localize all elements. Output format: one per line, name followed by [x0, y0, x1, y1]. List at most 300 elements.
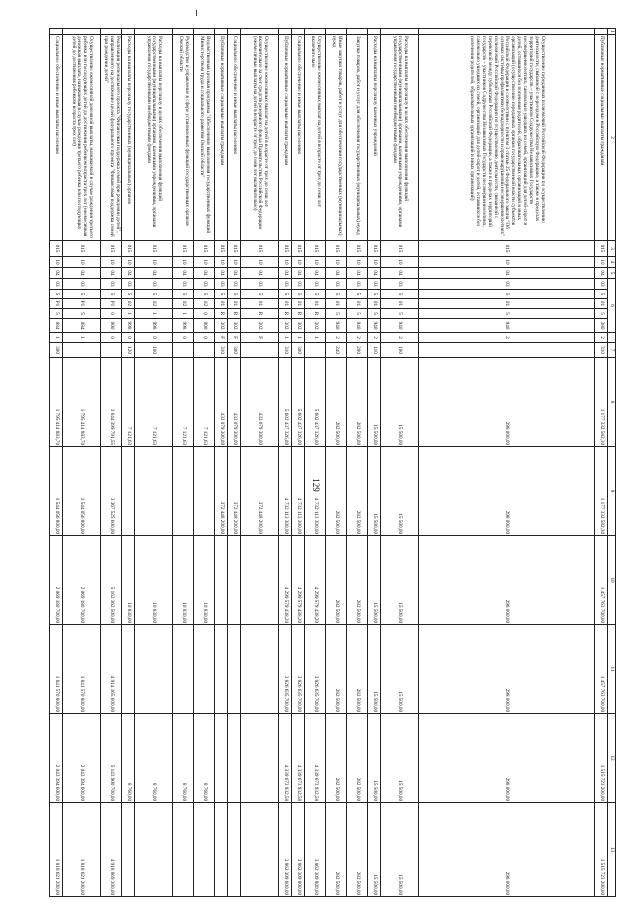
amount-cell: 1 795 414 883,70 [63, 358, 101, 447]
target-code-cell: 0 [135, 333, 173, 343]
target-code-cell: 5 [347, 309, 368, 319]
target-code-cell: 0 [194, 309, 215, 319]
amount-cell: 4 339 673 932,58 [305, 714, 326, 803]
amount-cell: 3 826 635 700,00 [305, 625, 326, 714]
subsection-code-cell: 04 [279, 268, 292, 279]
header-cell: 6 [608, 279, 616, 333]
header-cell: 7 [608, 343, 616, 358]
amount-cell: 1 841 570 800,00 [50, 625, 63, 714]
amount-cell: 298 000,00 [419, 803, 595, 897]
target-code-cell: 5 [305, 290, 326, 299]
section-code-cell: 10 [381, 257, 419, 268]
expense-type-cell [241, 343, 279, 358]
section-code-cell: 10 [194, 257, 215, 268]
target-code-cell: 03 [228, 279, 241, 290]
target-code-cell: 01 [419, 299, 595, 309]
target-code-cell: 5 [292, 290, 305, 299]
target-code-cell: 01 [305, 299, 326, 309]
amount-cell: 8 760,00 [135, 714, 173, 803]
amount-cell [228, 625, 241, 714]
target-code-cell: R [228, 309, 241, 319]
target-code-cell: 5 [381, 309, 419, 319]
subsection-code-cell: 04 [63, 268, 101, 279]
section-code-cell: 10 [368, 257, 381, 268]
scan-mark [196, 10, 197, 16]
amount-cell: 3 862 309 800,00 [279, 803, 292, 897]
target-code-cell: 5 [122, 290, 135, 299]
amount-cell [122, 803, 135, 897]
target-code-cell: 02 [122, 299, 135, 309]
table-body [50, 29, 608, 897]
amount-cell [173, 625, 194, 714]
amount-cell [173, 447, 194, 536]
expense-type-cell [305, 343, 326, 358]
subsection-code-cell: 04 [326, 268, 347, 279]
target-code-cell: 01 [347, 299, 368, 309]
amount-cell: 4 299 579 438,20 [279, 536, 292, 625]
amount-cell: 1 818 621 200,00 [50, 803, 63, 897]
target-code-cell: 0 [101, 309, 122, 319]
amount-cell: 4 732 113 300,00 [292, 447, 305, 536]
amount-cell: 2 043 394 600,00 [50, 714, 63, 803]
amount-cell: 372 448 200,00 [241, 447, 279, 536]
target-code-cell: 940 [347, 319, 368, 333]
admin-code-cell: 015 [63, 241, 101, 257]
amount-cell: 2 069 180 700,00 [63, 536, 101, 625]
admin-code-cell: 015 [347, 241, 368, 257]
target-code-cell: 1 [50, 333, 63, 343]
target-code-cell: 2 [419, 333, 595, 343]
target-code-cell: 03 [101, 279, 122, 290]
amount-cell: 433 079 300,00 [241, 358, 279, 447]
amount-cell: 15 500,00 [368, 536, 381, 625]
target-code-cell: 02 [194, 299, 215, 309]
amount-cell: 7 121,63 [135, 358, 173, 447]
amount-cell [122, 625, 135, 714]
target-code-cell: 5 [279, 290, 292, 299]
amount-cell: 298 000,00 [419, 714, 595, 803]
subsection-code-cell: 04 [228, 268, 241, 279]
description-cell: Социальное обеспечение и иные выплаты населению [292, 35, 305, 241]
expense-type-cell: 300 [50, 343, 63, 358]
section-code-cell: 10 [135, 257, 173, 268]
description-cell: Осуществление переданных полномочий Российской Федерации по осуществлению деятельности, связанной с переездом в Российскую Федерацию, а также в пределах территорий государств – участников Содружества Независимых Государств несовершеннолетних, самовольно ушедших из семей, организаций для детей-сирот и детей, оставшихся без попечения родителей, образовательных организаций и иных организаций (осуществление переданных органам государственной власти субъектов Российской Федерации в соответствии с пунктом 3 статьи 25 Федерального закона "Об основах системы профилактики безнадзорности и правонарушений несовершеннолетних" полномочий Российской Федерации по осуществлению деятельности, связанной с перевозкой между субъектами Российской Федерации, а также в пределах территорий государств – участников Содружества Независимых Государств несовершеннолетних, самовольно ушедших из семей, организаций для детей-сирот и детей, оставшихся без попечения родителей, образовательных организаций и иных организаций) [419, 35, 595, 241]
expense-type-cell [101, 343, 122, 358]
target-code-cell: 1 [122, 309, 135, 319]
description-cell: Расходы на выплаты персоналу в целях обеспечения выполнения функций государственными (муниципальными) органами, казенными учреждениями, органами управления государственными внебюджетными фондами [381, 35, 419, 241]
amount-cell [215, 625, 228, 714]
amount-cell: 5 602 437 326,00 [292, 358, 305, 447]
description-cell: Расходы на выплаты персоналу государственных (муниципальных) органов [122, 35, 135, 241]
subsection-code-cell: 04 [347, 268, 368, 279]
admin-code-cell: 015 [326, 241, 347, 257]
description-cell: Расходы на выплаты персоналу казенных учреждений [368, 35, 381, 241]
target-code-cell: 1 [292, 333, 305, 343]
target-code-cell: 2 [595, 333, 608, 343]
table-row [122, 29, 135, 897]
header-cell [608, 333, 616, 343]
target-code-cell: F [215, 333, 228, 343]
target-code-cell: 940 [326, 319, 347, 333]
table-row [347, 29, 368, 897]
subsection-code-cell: 04 [101, 268, 122, 279]
amount-cell: 282 500,00 [347, 447, 368, 536]
description-cell: Расходы на выплаты персоналу в целях обеспечения выполнения функций государственными (муниципальными) органами, казенными учреждениями, органами управления государственными внебюджетными фондами [135, 35, 173, 241]
subsection-code-cell: 04 [595, 268, 608, 279]
target-code-cell: 940 [381, 319, 419, 333]
target-code-cell: 03 [305, 279, 326, 290]
amount-cell: 282 500,00 [347, 625, 368, 714]
amount-cell: 4 339 673 932,58 [292, 714, 305, 803]
description-cell: Ведомственная целевая программа "Обеспечение выполнения государственных функций Министерством труда и социального развития Омской области" [194, 35, 215, 241]
amount-cell: 1 841 570 800,00 [63, 625, 101, 714]
budget-table-page [53, 28, 616, 896]
section-code-cell: 10 [50, 257, 63, 268]
amount-cell: 298 000,00 [419, 447, 595, 536]
amount-cell [122, 447, 135, 536]
expense-type-cell: 110 [368, 343, 381, 358]
target-code-cell: 03 [381, 279, 419, 290]
expense-type-cell: 300 [292, 343, 305, 358]
target-code-cell: 2 [381, 333, 419, 343]
expense-type-cell: 200 [347, 343, 368, 358]
target-code-cell: 940 [368, 319, 381, 333]
amount-cell: 15 500,00 [368, 714, 381, 803]
amount-cell: 5 162 362 500,00 [101, 536, 122, 625]
target-code-cell: 1 [173, 309, 194, 319]
admin-code-cell: 015 [135, 241, 173, 257]
table-row [419, 29, 595, 897]
target-code-cell: 01 [241, 299, 279, 309]
amount-cell: 15 500,00 [381, 803, 419, 897]
amount-cell: 15 500,00 [381, 358, 419, 447]
target-code-cell: R [292, 309, 305, 319]
subsection-code-cell: 04 [173, 268, 194, 279]
target-code-cell: 5 [135, 290, 173, 299]
target-code-cell: 1 [279, 333, 292, 343]
amount-cell: 15 500,00 [381, 536, 419, 625]
amount-cell: 10 830,00 [122, 536, 135, 625]
amount-cell [241, 714, 279, 803]
expense-type-cell [419, 343, 595, 358]
table-row [381, 29, 419, 897]
description-cell: Осуществление ежемесячной денежной выплаты, назначаемой в случае рождения третьего ребенка или последующих детей до достижения ребенком возраста трех лет (ежемесячная денежная выплата, назначаемая в случае рождения третьего ребенка или последующих детей до достижения ребенком возраста трех лет) [63, 35, 101, 241]
target-code-cell: 01 [595, 299, 608, 309]
header-cell: 8 [608, 358, 616, 447]
amount-cell: 8 760,00 [173, 714, 194, 803]
target-code-cell: 5 [173, 290, 194, 299]
amount-cell: 372 448 200,00 [228, 447, 241, 536]
table-row [50, 29, 63, 897]
admin-code-cell: 015 [173, 241, 194, 257]
section-code-cell: 10 [326, 257, 347, 268]
target-code-cell: R [305, 309, 326, 319]
section-code-cell: 10 [63, 257, 101, 268]
target-code-cell: 02 [135, 299, 173, 309]
target-code-cell: 01 [292, 299, 305, 309]
subsection-code-cell: 04 [194, 268, 215, 279]
target-code-cell: 5 [241, 290, 279, 299]
description-cell: Руководство и управление в сфере установленных функций государственных органов Омской области [173, 35, 194, 241]
expense-type-cell [173, 343, 194, 358]
amount-cell: 433 079 300,00 [228, 358, 241, 447]
amount-cell: 5 143 900 700,00 [101, 714, 122, 803]
header-cell: 2 [608, 35, 616, 241]
section-code-cell: 10 [595, 257, 608, 268]
target-code-cell: 01 [326, 299, 347, 309]
amount-cell: 1 544 056 800,00 [63, 447, 101, 536]
expense-type-cell: 300 [228, 343, 241, 358]
target-code-cell: 5 [63, 290, 101, 299]
target-code-cell: 2 [368, 333, 381, 343]
target-code-cell: 0 [173, 333, 194, 343]
target-code-cell: R [241, 309, 279, 319]
amount-cell: 282 500,00 [347, 536, 368, 625]
target-code-cell: 03 [194, 279, 215, 290]
target-code-cell: 03 [135, 279, 173, 290]
amount-cell: 7 121,63 [194, 358, 215, 447]
header-cell: 11 [608, 625, 616, 714]
target-code-cell: P1 [50, 299, 63, 309]
target-code-cell: 5 [101, 290, 122, 299]
rotated-page [53, 28, 616, 896]
target-code-cell: 03 [326, 279, 347, 290]
description-cell: Осуществление ежемесячных выплат на детей в возрасте от трех до семи лет включительно за счет средств резервного фонда Правительства Российской Федерации (ежемесячные выплаты на детей в возрасте от трех до семи лет включительно) [241, 35, 279, 241]
table-row [595, 29, 608, 897]
amount-cell: 4 732 113 300,00 [279, 447, 292, 536]
amount-cell: 282 500,00 [326, 358, 347, 447]
amount-cell: 15 500,00 [368, 358, 381, 447]
amount-cell: 4 299 579 438,20 [292, 536, 305, 625]
target-code-cell: 03 [292, 279, 305, 290]
table-row [215, 29, 228, 897]
amount-cell: 10 830,00 [173, 536, 194, 625]
description-cell: Публичные нормативные социальные выплаты гражданам [279, 35, 292, 241]
admin-code-cell: 015 [122, 241, 135, 257]
table-row [292, 29, 305, 897]
amount-cell: 4 299 579 438,20 [305, 536, 326, 625]
admin-code-cell: 015 [50, 241, 63, 257]
table-row [326, 29, 347, 897]
target-code-cell: 5 [368, 290, 381, 299]
table-row [63, 29, 101, 897]
subsection-code-cell: 04 [50, 268, 63, 279]
target-code-cell: 5 [595, 309, 608, 319]
amount-cell: 15 500,00 [381, 714, 419, 803]
amount-cell: 282 500,00 [347, 803, 368, 897]
section-code-cell: 10 [101, 257, 122, 268]
table-row [368, 29, 381, 897]
description-cell: Публичные нормативные социальные выплаты гражданам [595, 35, 608, 241]
target-code-cell: 03 [122, 279, 135, 290]
amount-cell: 1 515 723 200,00 [595, 714, 608, 803]
amount-cell: 4 914 165 600,00 [101, 625, 122, 714]
budget-table [49, 28, 616, 897]
target-code-cell: 2 [347, 333, 368, 343]
amount-cell: 298 000,00 [419, 358, 595, 447]
section-code-cell: 10 [173, 257, 194, 268]
expense-type-cell [63, 343, 101, 358]
target-code-cell: 1 [305, 333, 326, 343]
target-code-cell: 302 [228, 319, 241, 333]
target-code-cell: 5 [419, 290, 595, 299]
admin-code-cell: 015 [241, 241, 279, 257]
table-row [305, 29, 326, 897]
admin-code-cell: 015 [215, 241, 228, 257]
target-code-cell: 5 [381, 290, 419, 299]
target-code-cell: 998 [173, 319, 194, 333]
amount-cell [194, 803, 215, 897]
target-code-cell: P1 [101, 299, 122, 309]
expense-type-cell: 100 [135, 343, 173, 358]
header-cell: 1 [609, 30, 616, 33]
table-row [279, 29, 292, 897]
amount-cell: 5 602 437 326,00 [279, 358, 292, 447]
amount-cell [215, 536, 228, 625]
amount-cell: 282 500,00 [326, 625, 347, 714]
amount-cell: 298 000,00 [419, 625, 595, 714]
target-code-cell: 380 [595, 319, 608, 333]
target-code-cell: 5 [326, 290, 347, 299]
amount-cell: 3 862 309 800,00 [305, 803, 326, 897]
target-code-cell: 5 [326, 309, 347, 319]
subsection-code-cell: 04 [122, 268, 135, 279]
table-row [101, 29, 122, 897]
target-code-cell: 5 [50, 309, 63, 319]
target-code-cell: 5 [419, 309, 595, 319]
amount-cell: 1 515 723 200,00 [595, 803, 608, 897]
header-cell: 13 [608, 803, 616, 897]
target-code-cell: 5 [50, 290, 63, 299]
target-code-cell: 01 [381, 299, 419, 309]
description-cell: Социальное обеспечение и иные выплаты населению [228, 35, 241, 241]
target-code-cell: 5 [228, 290, 241, 299]
amount-cell: 15 500,00 [381, 625, 419, 714]
target-code-cell: 01 [228, 299, 241, 309]
expense-type-cell: 240 [326, 343, 347, 358]
target-code-cell: 5 [215, 290, 228, 299]
amount-cell: 3 826 635 700,00 [292, 625, 305, 714]
amount-cell: 2 043 394 600,00 [63, 714, 101, 803]
section-code-cell: 10 [122, 257, 135, 268]
amount-cell: 15 500,00 [381, 447, 419, 536]
amount-cell: 3 367 525 600,00 [101, 447, 122, 536]
subsection-code-cell: 04 [292, 268, 305, 279]
subsection-code-cell: 04 [135, 268, 173, 279]
target-code-cell: 02 [173, 299, 194, 309]
amount-cell [241, 625, 279, 714]
header-cell: 12 [608, 714, 616, 803]
target-code-cell: 03 [419, 279, 595, 290]
amount-cell [194, 625, 215, 714]
target-code-cell: 01 [279, 299, 292, 309]
amount-cell: 1 457 763 700,00 [595, 536, 608, 625]
target-code-cell: 940 [419, 319, 595, 333]
section-code-cell: 10 [215, 257, 228, 268]
target-code-cell: 03 [279, 279, 292, 290]
amount-cell: 3 826 635 700,00 [279, 625, 292, 714]
subsection-code-cell: 04 [305, 268, 326, 279]
amount-cell [135, 447, 173, 536]
amount-cell [228, 803, 241, 897]
target-code-cell: 5 [368, 309, 381, 319]
amount-cell [135, 803, 173, 897]
amount-cell: 8 760,00 [194, 714, 215, 803]
amount-cell: 4 339 673 932,58 [279, 714, 292, 803]
expense-type-cell [194, 343, 215, 358]
amount-cell: 10 830,00 [194, 536, 215, 625]
amount-cell: 1 544 056 800,00 [50, 447, 63, 536]
expense-type-cell: 310 [595, 343, 608, 358]
amount-cell: 4 918 869 300,00 [101, 803, 122, 897]
target-code-cell: 03 [241, 279, 279, 290]
expense-type-cell: 120 [122, 343, 135, 358]
subsection-code-cell: 04 [419, 268, 595, 279]
subsection-code-cell: 04 [368, 268, 381, 279]
table-row [135, 29, 173, 897]
amount-cell [173, 803, 194, 897]
amount-cell: 1 177 332 582,30 [595, 447, 608, 536]
target-code-cell: 1 [63, 333, 101, 343]
description-cell: Иные закупки товаров, работ и услуг для обеспечения государственных (муниципальных) нужд [326, 35, 347, 241]
target-code-cell: 302 [292, 319, 305, 333]
admin-code-cell: 015 [419, 241, 595, 257]
target-code-cell: 000 [194, 319, 215, 333]
page-number: 129 [310, 478, 321, 492]
section-code-cell: 10 [241, 257, 279, 268]
expense-type-cell: 310 [279, 343, 292, 358]
admin-code-cell: 015 [279, 241, 292, 257]
amount-cell: 5 602 437 326,00 [305, 358, 326, 447]
amount-cell: 2 069 180 700,00 [50, 536, 63, 625]
table-row [241, 29, 279, 897]
amount-cell: 15 500,00 [368, 803, 381, 897]
amount-cell [241, 536, 279, 625]
target-code-cell: 000 [101, 319, 122, 333]
header-row [608, 29, 616, 897]
amount-cell: 433 079 300,00 [215, 358, 228, 447]
amount-cell: 3 862 309 800,00 [292, 803, 305, 897]
target-code-cell: 302 [241, 319, 279, 333]
admin-code-cell: 015 [194, 241, 215, 257]
target-code-cell: 0 [101, 333, 122, 343]
amount-cell: 282 500,00 [326, 714, 347, 803]
amount-cell [228, 714, 241, 803]
amount-cell: 1 795 414 883,70 [50, 358, 63, 447]
section-code-cell: 10 [228, 257, 241, 268]
amount-cell: 15 500,00 [368, 447, 381, 536]
header-cell: 9 [608, 447, 616, 536]
section-code-cell: 10 [305, 257, 326, 268]
target-code-cell: 03 [50, 279, 63, 290]
amount-cell [215, 803, 228, 897]
description-cell: Осуществление ежемесячных выплат на детей в возрасте от трех до семи лет включительно [305, 35, 326, 241]
amount-cell [135, 625, 173, 714]
target-code-cell: 0 [194, 333, 215, 343]
description-cell: Социальное обеспечение и иные выплаты населению [50, 35, 63, 241]
table-row [173, 29, 194, 897]
admin-code-cell: 015 [228, 241, 241, 257]
target-code-cell: 03 [347, 279, 368, 290]
amount-cell: 372 448 200,00 [215, 447, 228, 536]
section-code-cell: 10 [279, 257, 292, 268]
amount-cell [241, 803, 279, 897]
table-row [228, 29, 241, 897]
expense-type-cell: 100 [381, 343, 419, 358]
target-code-cell: 03 [595, 279, 608, 290]
subsection-code-cell: 04 [381, 268, 419, 279]
subsection-code-cell: 04 [241, 268, 279, 279]
